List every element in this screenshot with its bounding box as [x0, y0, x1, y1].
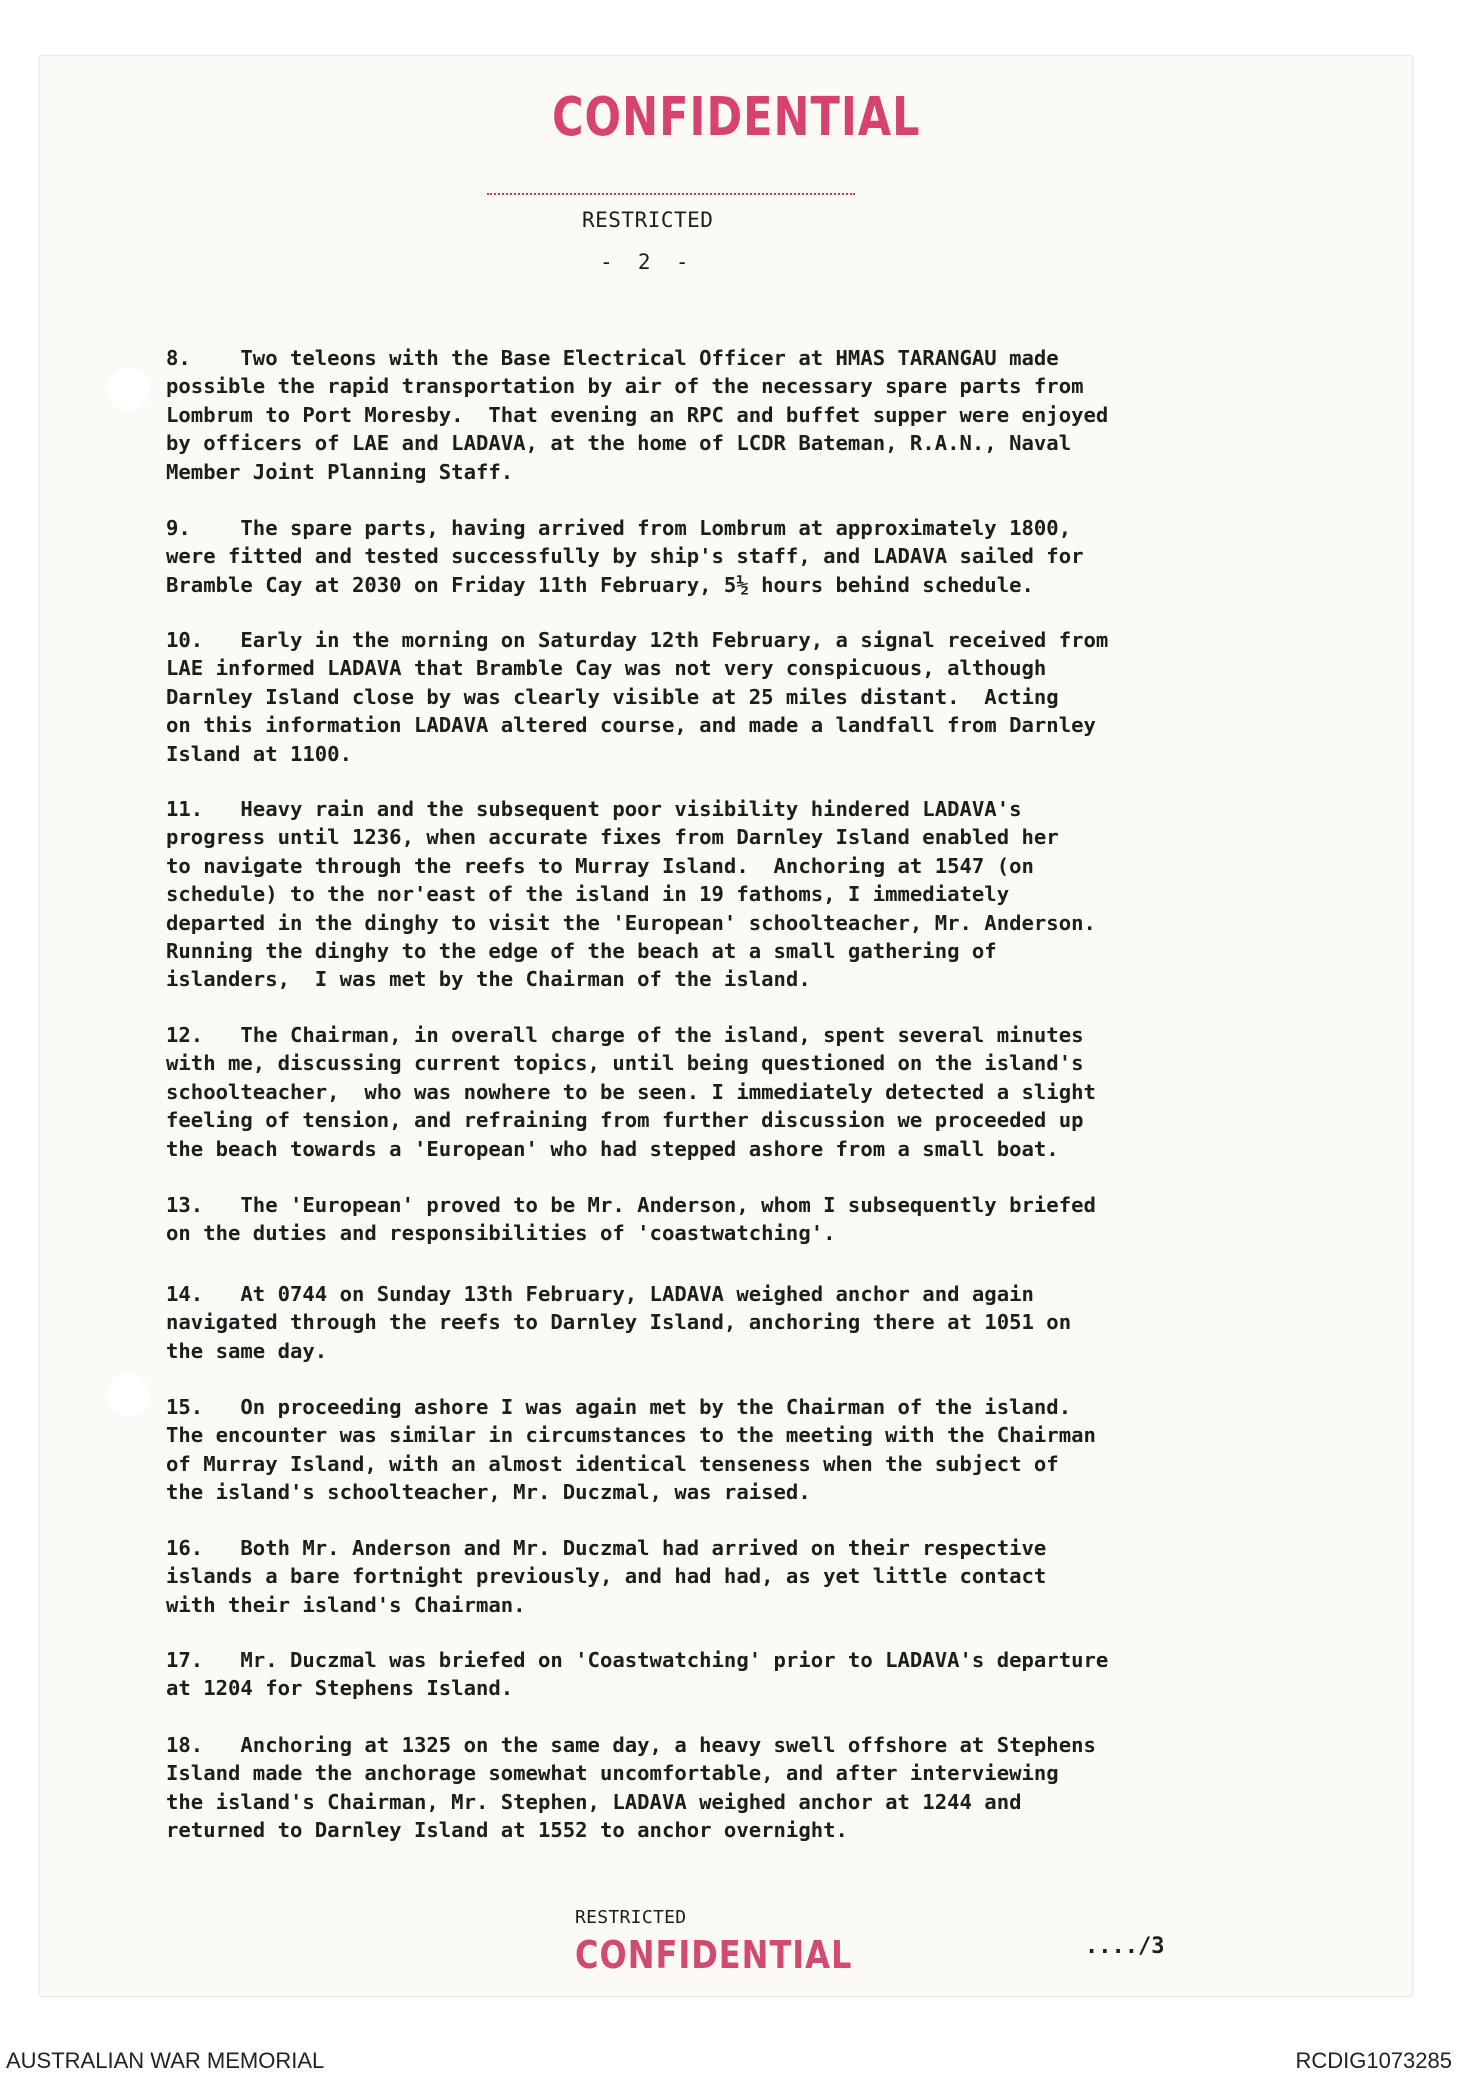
- page-number: - 2 -: [600, 250, 689, 274]
- paragraph-11: 11. Heavy rain and the subsequent poor visibility hindered LADAVA's progress until 1236, when accurate fixes from Darnley Island enabled her to navigate through the reefs to Murray Island. Anchoring at 1547 (on schedule) to the nor'east of the island in 19 fathoms, I immediately departed in the dinghy to visit the 'European' schoolteacher, Mr. Anderson. Running the dinghy to the edge of the beach at a small gathering of islanders, I was met by the Chairman of the island.: [166, 797, 1096, 992]
- paragraph-16: 16. Both Mr. Anderson and Mr. Duczmal had arrived on their respective islands a bare fortnight previously, and had had, as yet little contact with their island's Chairman.: [166, 1536, 1047, 1617]
- paragraph-14: 14. At 0744 on Sunday 13th February, LADAVA weighed anchor and again navigated through the reefs to Darnley Island, anchoring there at 1051 on the same day.: [166, 1282, 1072, 1363]
- restricted-heading-bottom: RESTRICTED: [575, 1907, 687, 1928]
- footer-record-id: RCDIG1073285: [1295, 2048, 1452, 2073]
- confidential-stamp-top: CONFIDENTIAL: [552, 86, 921, 149]
- confidential-stamp-bottom: CONFIDENTIAL: [575, 1932, 853, 1978]
- paragraph-9: 9. The spare parts, having arrived from Lombrum at approximately 1800, were fitted and tested successfully by ship's staff, and LADAVA sailed for Bramble Cay at 2030 on Friday 11th February, 5½ hours behind schedule.: [166, 516, 1084, 597]
- punch-hole-top: [106, 366, 152, 412]
- paragraph-10: 10. Early in the morning on Saturday 12th February, a signal received from LAE informed LADAVA that Bramble Cay was not very conspicuous, although Darnley Island close by was clearly visible at 25 miles distant. Acting on this information LADAVA altered course, and made a landfall from Darnley Island at 1100.: [166, 628, 1109, 766]
- paragraph-18: 18. Anchoring at 1325 on the same day, a heavy swell offshore at Stephens Island made the anchorage somewhat uncomfortable, and after interviewing the island's Chairman, Mr. Stephen, LADAVA weighed anchor at 1244 and returned to Darnley Island at 1552 to anchor overnight.: [166, 1733, 1096, 1843]
- paragraph-17: 17. Mr. Duczmal was briefed on 'Coastwatching' prior to LADAVA's departure at 1204 for Stephens Island.: [166, 1648, 1109, 1701]
- underline-mark: [487, 193, 855, 198]
- footer-archive-name: AUSTRALIAN WAR MEMORIAL: [6, 2048, 325, 2073]
- paragraph-8: 8. Two teleons with the Base Electrical Officer at HMAS TARANGAU made possible the rapid transportation by air of the necessary spare parts from Lombrum to Port Moresby. That evening an RPC and buffet supper were enjoyed by officers of LAE and LADAVA, at the home of LCDR Bateman, R.A.N., Naval Member Joint Planning Staff.: [166, 346, 1109, 484]
- restricted-heading-top: RESTRICTED: [582, 208, 714, 232]
- paragraph-13: 13. The 'European' proved to be Mr. Anderson, whom I subsequently briefed on the duties and responsibilities of 'coastwatching'.: [166, 1193, 1096, 1246]
- paragraph-15: 15. On proceeding ashore I was again met by the Chairman of the island. The encounter was similar in circumstances to the meeting with the Chairman of Murray Island, with an almost identical tenseness when the subject of the island's schoolteacher, Mr. Duczmal, was raised.: [166, 1395, 1096, 1505]
- paragraph-12: 12. The Chairman, in overall charge of the island, spent several minutes with me, discussing current topics, until being questioned on the island's schoolteacher, who was nowhere to be seen. I immediately detected a slight feeling of tension, and refraining from further discussion we proceeded up the beach towards a 'European' who had stepped ashore from a small boat.: [166, 1023, 1096, 1161]
- punch-hole-bottom: [106, 1372, 152, 1418]
- continuation-marker: ..../3: [1085, 1934, 1165, 1959]
